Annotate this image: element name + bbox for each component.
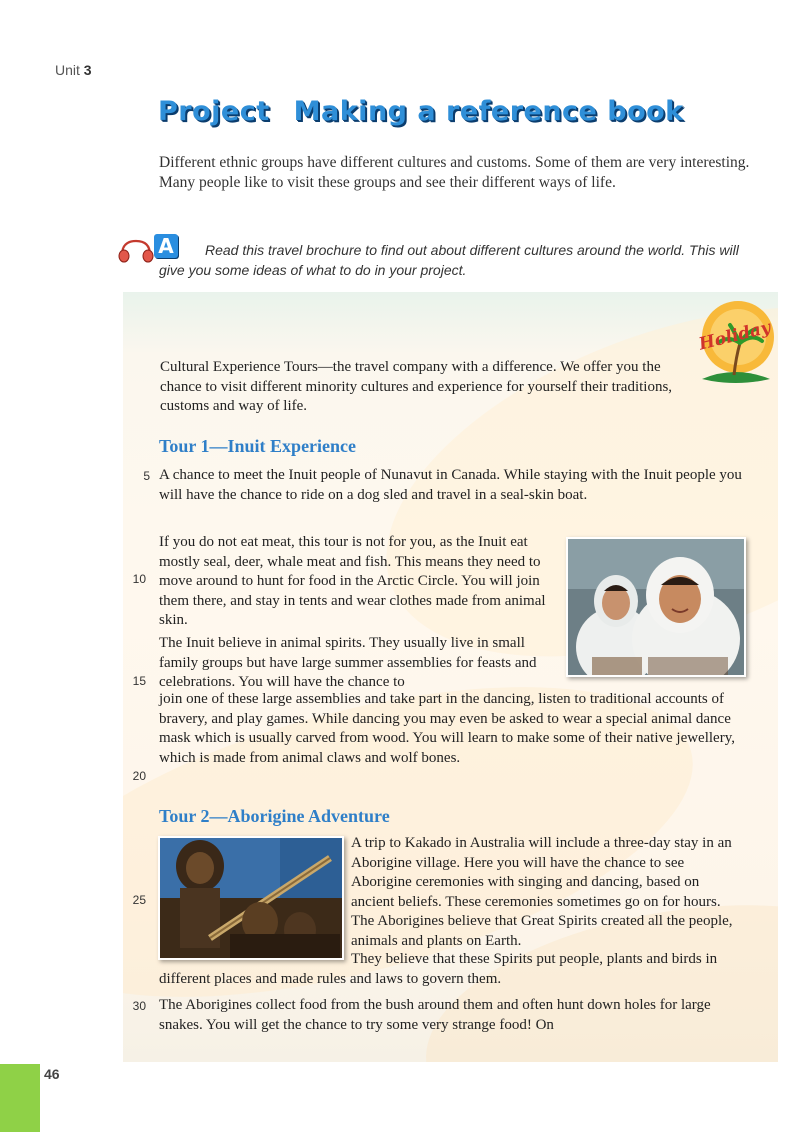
unit-number: 3 (83, 62, 92, 78)
holiday-text: Holiday (696, 317, 773, 355)
unit-word: Unit (55, 62, 80, 78)
line-number-15: 15 (132, 674, 146, 688)
tour2-heading: Tour 2—Aborigine Adventure (159, 806, 390, 826)
page-title (158, 96, 684, 127)
line-number-10: 10 (132, 572, 146, 586)
aborigine-photo (158, 836, 344, 960)
tour1-paragraph-1: A chance to meet the Inuit people of Nunavut in Canada. While staying with the Inuit people you will have the chance to ride on a dog sled and travel in a seal-skin boat. (159, 467, 742, 503)
unit-label (55, 62, 92, 78)
line-number-20: 20 (132, 769, 146, 783)
holiday-island-icon (690, 295, 780, 390)
task-instruction: Read this travel brochure to find out about different cultures around the world. This will give you some ideas of what to do in your project. (159, 242, 739, 278)
page-number: 46 (44, 1066, 60, 1082)
inuit-photo (566, 537, 746, 677)
tour2-paragraph-1a: A trip to Kakado in Australia will include a three-day stay in an Aborigine village. Here you will have the chance to see Aborigine ceremonies with singing and dancing, based on ancient beliefs. These ceremonies sometimes go on for hours. The Aborigines believe that Great Spirits created all the people, animals and plants on Earth. (351, 835, 733, 949)
tour2-paragraph-1b: They believe that these Spirits put people, plants and birds in different places and made rules and laws to govern them. (159, 951, 718, 987)
tour1-heading: Tour 1—Inuit Experience (159, 436, 357, 456)
brochure-lead: Cultural Experience Tours—the travel company with a difference. We offer you the chance to visit different minority cultures and experience for yourself their traditions, customs and way of life. (160, 359, 673, 414)
tour1-paragraph-2: If you do not eat meat, this tour is not for you, as the Inuit eat mostly seal, deer, whale meat and fish. This means they need to move around to hunt for food in the Arctic Circle. You will join them there, and stay in tents and wear clothes made from animal skin. (159, 534, 546, 628)
inuit-women-image (568, 539, 744, 675)
title-project: Project (158, 96, 270, 127)
line-number-25: 25 (132, 893, 146, 907)
task-a-badge: A (154, 234, 178, 258)
headphones-icon (118, 237, 154, 263)
tour1-paragraph-3b: join one of these large assemblies and take part in the dancing, listen to traditional accounts of bravery, and play games. While dancing you may even be asked to wear a special animal dance mask which is usually carved from wood. You will learn to make some of their native jewellery, which is made from animal claws and wolf bones. (159, 691, 735, 766)
line-number-30: 30 (132, 999, 146, 1013)
title-subject: Making a reference book (293, 96, 684, 127)
page-tab (0, 1064, 40, 1132)
tour1-paragraph-3a: The Inuit believe in animal spirits. They usually live in small family groups but have large summer assemblies for feasts and celebrations. You will have the chance to (159, 635, 537, 690)
line-number-5: 5 (143, 469, 150, 483)
aborigine-carving-image (160, 838, 342, 958)
tour2-paragraph-2: The Aborigines collect food from the bush around them and often hunt down holes for large snakes. You will get the chance to try some very strange food! On (159, 997, 711, 1033)
intro-paragraph: Different ethnic groups have different cultures and customs. Some of them are very interesting. Many people like to visit these groups and see their different ways of life. (159, 154, 750, 191)
